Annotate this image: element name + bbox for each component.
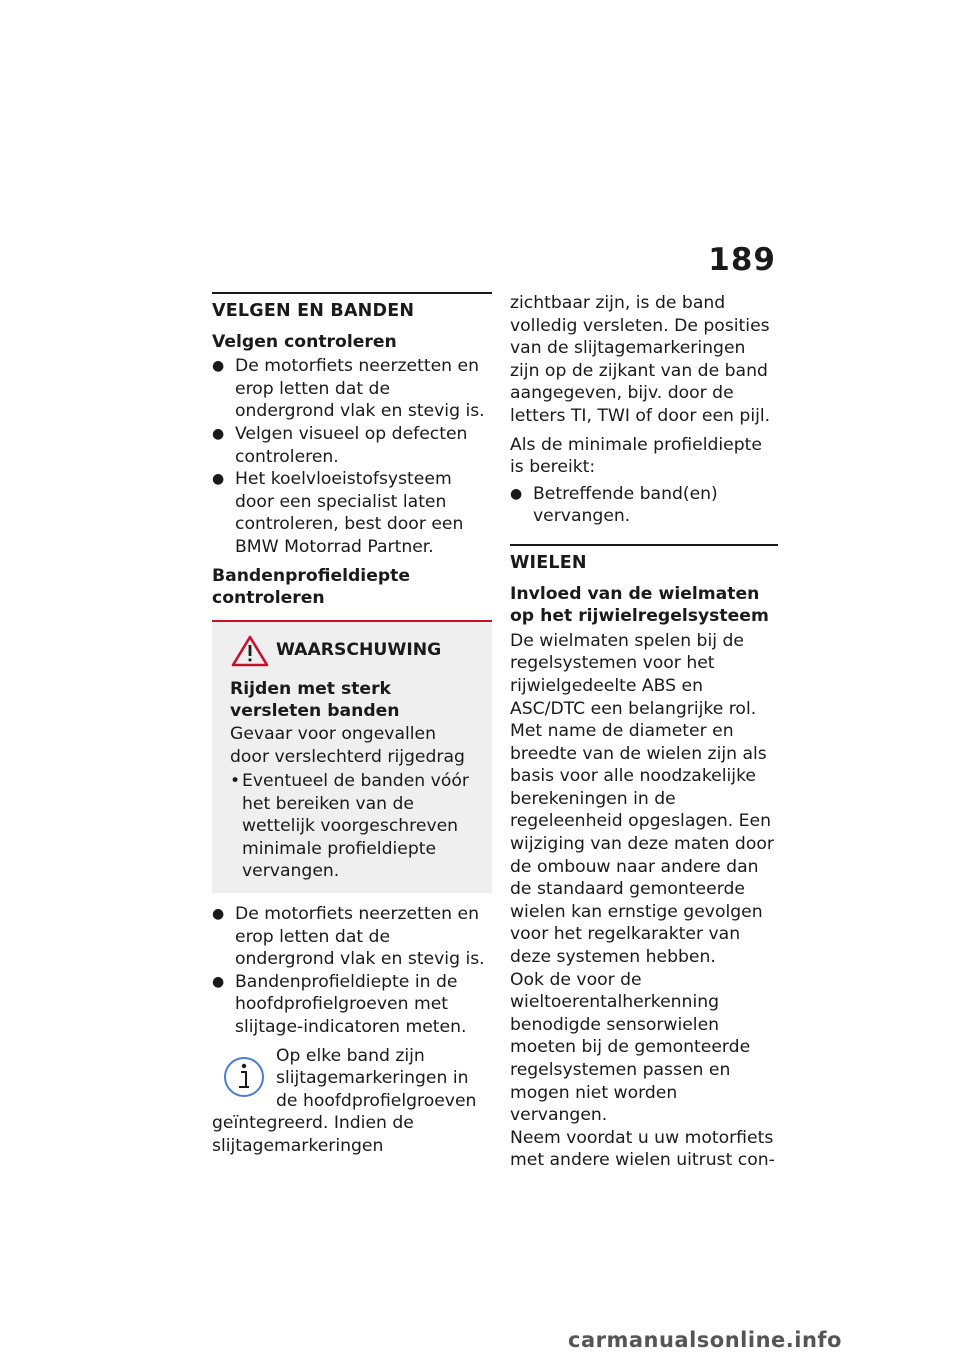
- subtitle-velgen-controleren: Velgen controleren: [212, 331, 397, 352]
- warning-header: [230, 634, 478, 668]
- subtitle-bandenprofieldiepte: Bandenprofieldiepte controleren: [212, 565, 411, 609]
- list-item: ● Bandenprofieldiepte in de hoofdprofielgroeven met slijtage-indicatoren meten.: [212, 971, 467, 1038]
- section-rule: [510, 544, 778, 546]
- list-item: ● Betreffende band(en) vervangen.: [510, 483, 718, 527]
- vervangen-bullet-list: [510, 483, 778, 528]
- watermark: carmanualsonline.info: [568, 1328, 842, 1352]
- warning-label: WAARSCHUWING: [276, 640, 442, 661]
- left-column: [212, 292, 492, 1158]
- list-item: ● De motorfiets neerzetten en erop letten dat de ondergrond vlak en stevig is.: [212, 356, 485, 422]
- info-text: Op elke band zijn slijtagemarkeringen in de hoofdprofielgroeven geïntegreerd. Indien de slijtagemarkeringen: [212, 1045, 477, 1156]
- paragraph: Ook de voor de wieltoerentalherkenning benodigde sensorwielen moeten bij de gemonteerde regelsystemen passen en mogen niet worden vervangen.: [510, 969, 751, 1126]
- velgen-bullet-list: [212, 355, 492, 558]
- list-item: ● Het koelvloeistofsysteem door een specialist laten controleren, best door een BMW Motorrad Partner.: [212, 469, 464, 557]
- warning-box: [212, 620, 492, 893]
- section-title-wielen: WIELEN: [510, 552, 587, 573]
- info-note: [212, 1045, 492, 1158]
- right-column: [510, 292, 778, 1172]
- paragraph: zichtbaar zijn, is de band volledig versleten. De posities van de slijtagemarkeringen zijn op de zijkant van de band aangegeven, bijv. door de letters TI, TWI of door een pijl.: [510, 293, 771, 426]
- warning-title: Rijden met sterk versleten banden: [230, 678, 400, 722]
- list-item: ● De motorfiets neerzetten en erop letten dat de ondergrond vlak en stevig is.: [212, 904, 485, 970]
- info-icon: [220, 1049, 272, 1107]
- page-number: 189: [708, 242, 776, 278]
- section-title-velgen-en-banden: VELGEN EN BANDEN: [212, 301, 415, 321]
- profiel-bullet-list: [212, 903, 492, 1039]
- subtitle-invloed-wielmaten: Invloed van de wielmaten op het rijwielregelsysteem: [510, 583, 769, 627]
- warning-bullet-list: [230, 770, 478, 883]
- list-item: ● Velgen visueel op defecten controleren.: [212, 423, 468, 467]
- paragraph: De wielmaten spelen bij de regelsystemen voor het rijwielgedeelte ABS en ASC/DTC een belangrijke rol. Met name de diameter en breedte van de wielen zijn als basis voor alle noodzakelijke berekeningen in de regeleenheid opgeslagen. Een wijziging van deze maten door de ombouw naar andere dan de standaard gemonteerde wielen kan ernstige gevolgen voor het regelkarakter van deze systemen hebben.: [510, 630, 774, 968]
- paragraph: Neem voordat u uw motorfiets met andere wielen uitrust con-: [510, 1127, 775, 1171]
- list-item: • Eventueel de banden vóór het bereiken van de wettelijk voorgeschreven minimale profieldiepte vervangen.: [230, 771, 469, 882]
- warning-triangle-icon: [230, 634, 270, 668]
- section-rule: [212, 292, 492, 294]
- warning-text: Gevaar voor ongevallen door verslechterd rijgedrag: [230, 723, 465, 767]
- paragraph: Als de minimale profieldiepte is bereikt:: [510, 434, 762, 478]
